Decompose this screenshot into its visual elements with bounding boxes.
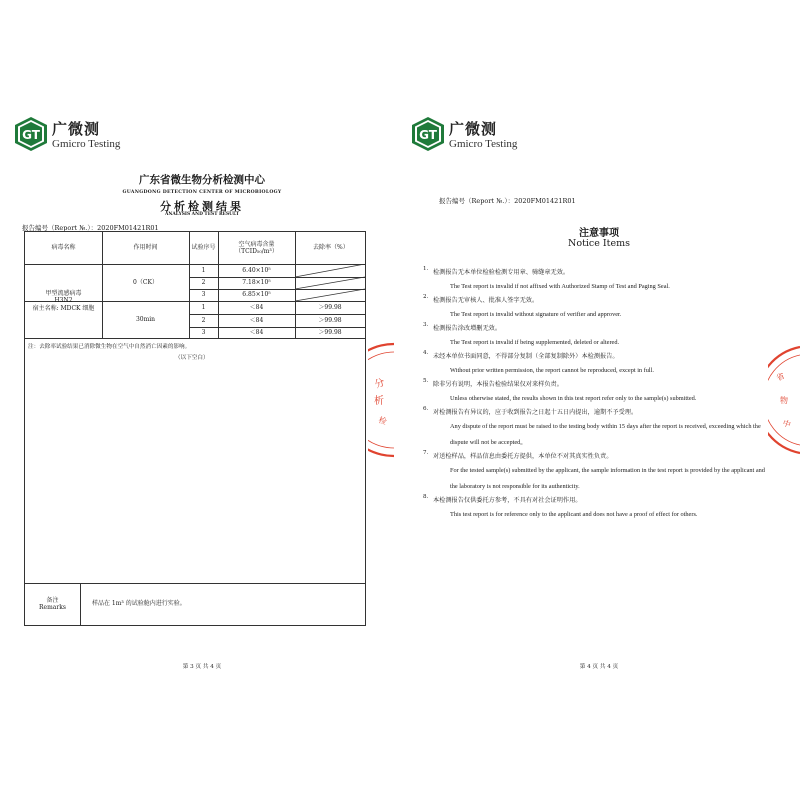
notice-en: Without prior written permission, the report cannot be reproduced, except in full. [450, 367, 654, 374]
t30-removal-1: ＞99.98 [318, 303, 342, 311]
svg-text:析: 析 [374, 396, 384, 407]
notice-item [423, 451, 769, 495]
ck-seq-3: 3 [201, 291, 206, 299]
notice-num: 4. [423, 350, 429, 356]
notice-num: 5. [423, 378, 429, 384]
blank-below-note: （以下空白） [175, 355, 209, 361]
notice-en: This test report is for reference only to the applicant and does not have a proof of effect for others. [450, 511, 698, 518]
t30-content-1: ＜84 [249, 303, 264, 311]
notice-title-en: Notice Items [568, 238, 630, 249]
virus-name-line1: 甲型流感病毒 [45, 289, 82, 297]
t30-removal-2: ＞99.98 [318, 316, 342, 324]
gt-logo-icon [13, 116, 49, 152]
t30-content-2: ＜84 [249, 316, 264, 324]
report-number: 报告编号（Report №.）：2020FM01421R01 [22, 224, 159, 232]
svg-text:GT: GT [22, 128, 40, 142]
paging-seal-right [768, 345, 800, 455]
logo-en-text: Gmicro Testing [52, 138, 121, 150]
logo-cn-text: 广微测 [52, 120, 101, 138]
t30-seq-2: 2 [201, 316, 206, 324]
header-test-seq: 试验序号 [191, 244, 216, 252]
paging-seal-left [368, 340, 394, 460]
remarks-label [25, 583, 80, 625]
report-number: 报告编号（Report №.）：2020FM01421R01 [439, 197, 576, 205]
group-ck: 0（CK） [133, 278, 158, 286]
page-footer-3: 第 3 页 共 4 页 [182, 664, 222, 670]
notice-en: Any dispute of the report must be raised to the testing body within 15 days after the report is received, exceeding which the dispute will not be accepted。 [450, 423, 761, 446]
notice-cn: 对检测报告有异议的，应于收到报告之日起十五日内提出，逾期不予受理。 [433, 409, 638, 416]
remarks-text: 样品在 1m³ 的试验舱内进行实验。 [92, 600, 186, 608]
report-page-3 [8, 104, 396, 684]
results-table [24, 231, 366, 626]
notice-item [423, 295, 769, 323]
notice-cn: 检测报告无审核人、批准人签字无效。 [433, 297, 539, 304]
notice-list [423, 267, 769, 523]
notice-num: 6. [423, 406, 429, 412]
notice-num: 1. [423, 266, 429, 272]
result-title-cn: 分析检测结果 [160, 200, 244, 213]
notice-num: 2. [423, 294, 429, 300]
gt-logo-icon [410, 116, 446, 152]
notice-item [423, 495, 769, 523]
table-note: 注：去除率试验结果已消除微生物在空气中自然消亡因素的影响。 [28, 344, 191, 350]
remarks-label-en: Remarks [39, 604, 66, 611]
svg-text:中: 中 [781, 418, 792, 430]
virus-name-line3: 宿主名称: MDCK 细胞 [32, 304, 95, 312]
header-action-time: 作用时间 [133, 244, 158, 252]
group-30min: 30min [135, 315, 156, 323]
notice-cn: 检测报告无本单位检验检测专用章、骑缝章无效。 [433, 269, 570, 276]
header-removal-rate: 去除率（%） [313, 244, 349, 252]
remarks-label-cn: 备注 [46, 596, 59, 604]
result-title-en: ANALYSIS AND TEST RESULT [164, 212, 240, 217]
notice-en: Unless otherwise stated, the results shown in this test report refer only to the sample(s) submitted. [450, 395, 697, 402]
ck-seq-1: 1 [201, 266, 206, 274]
svg-text:GT: GT [419, 128, 437, 142]
virus-name-cell [25, 264, 102, 338]
center-title-en: GUANGDONG DETECTION CENTER OF MICROBIOLOGY [122, 190, 282, 195]
t30-seq-1: 1 [201, 303, 206, 311]
notice-cn: 对送检样品，样品信息由委托方提供，本单位不对其真实性负责。 [433, 453, 613, 460]
svg-text:省: 省 [775, 371, 787, 383]
notice-cn: 除非另有说明，本报告检验结果仅对来样负责。 [433, 381, 563, 388]
notice-en: For the tested sample(s) submitted by the applicant, the sample information in the test report is provided by the applicant and the laboratory is not responsible for its authenticity. [450, 467, 765, 490]
company-logo [13, 116, 120, 152]
notice-item [423, 267, 769, 295]
notice-num: 3. [423, 322, 429, 328]
page-footer-4: 第 4 页 共 4 页 [579, 664, 619, 670]
ck-content-3: 6.85×10⁵ [242, 291, 271, 299]
notice-title-cn: 注意事项 [579, 228, 619, 239]
t30-removal-3: ＞99.98 [318, 328, 342, 336]
notice-item [423, 323, 769, 351]
svg-text:检: 检 [377, 415, 388, 427]
t30-seq-3: 3 [201, 328, 206, 336]
t30-content-3: ＜84 [249, 328, 264, 336]
logo-cn-text: 广微测 [449, 120, 498, 138]
notice-cn: 检测报告涂改增删无效。 [433, 325, 502, 332]
notice-en: The Test report is invalid if not affixed with Authorized Stamp of Test and Paging Seal. [450, 283, 670, 290]
virus-name-line2: H3N2 [54, 297, 73, 305]
company-logo-right [410, 116, 517, 152]
svg-text:分: 分 [373, 377, 387, 391]
notice-num: 7. [423, 450, 429, 456]
ck-content-1: 6.40×10⁵ [242, 266, 271, 274]
center-title-cn: 广东省微生物分析检测中心 [139, 174, 265, 186]
notice-cn: 本检测报告仅供委托方参考，不具有对社会证明作用。 [433, 497, 582, 504]
ck-seq-2: 2 [201, 279, 206, 287]
notice-item [423, 351, 769, 379]
notice-en: The Test report is invalid without signature of verifier and approver. [450, 311, 622, 318]
header-virus-name: 病毒名称 [51, 244, 76, 252]
notice-num: 8. [423, 494, 429, 500]
notice-item [423, 407, 769, 451]
notice-en: The Test report is invalid if being supplemented, deleted or altered. [450, 339, 620, 346]
header-air-virus-content: 空气病毒含量（TCID₅₀/m³） [235, 240, 278, 255]
ck-removal-diagonals [295, 264, 365, 302]
ck-content-2: 7.18×10⁵ [242, 279, 271, 287]
notice-item [423, 379, 769, 407]
logo-en-text: Gmicro Testing [449, 138, 518, 150]
notice-page-4 [405, 104, 793, 684]
svg-text:物: 物 [780, 396, 788, 405]
notice-cn: 未经本单位书面同意，不得部分复制（全部复制除外）本检测报告。 [433, 353, 619, 360]
